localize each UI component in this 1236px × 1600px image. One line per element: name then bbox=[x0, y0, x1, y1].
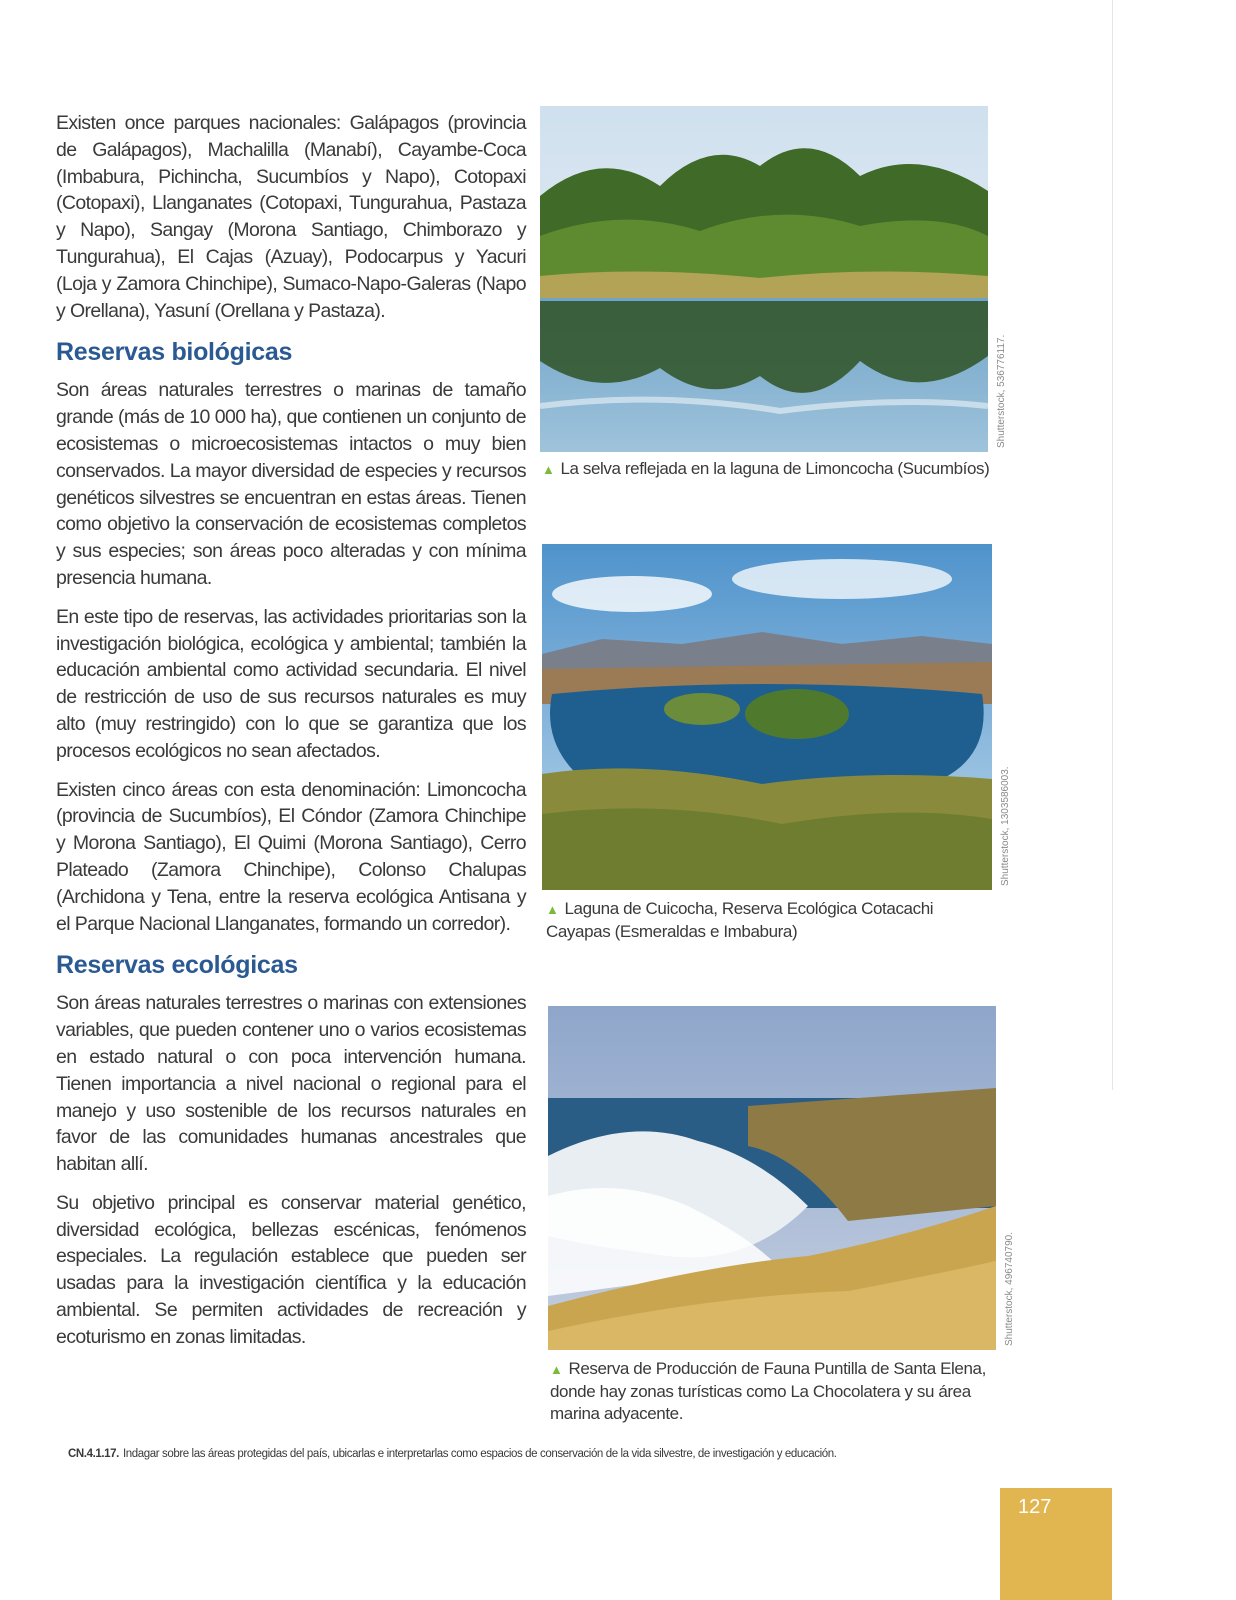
biologicas-paragraph-3: Existen cinco áreas con esta denominación: Limoncocha (provincia de Sucumbíos), El Cóndor (Zamora Chinchipe y Morona Santiago), El Quimi (Morona Santiago), Cerro Plateado (Zamora Chinchipe), Colonso Chalupas (Archidona y Tena, entre la reserva ecológica Antisana y el Parque Nacional Llanganates, formando un corredor). bbox=[56, 778, 526, 935]
caption-1 bbox=[542, 458, 1002, 481]
photo-credit-1: Shutterstock, 536776117. bbox=[996, 334, 1007, 448]
intro-paragraph: Existen once parques nacionales: Galápagos (provincia de Galápagos), Machalilla (Manabí), Cayambe-Coca (Imbabura, Pichincha, Sucumbíos y Napo), Cotopaxi (Cotopaxi), Llanganates (Cotopaxi, Tungurahua, Pastaza y Napo), Sangay (Morona Santiago, Chimborazo y Tungurahua), El Cajas (Azuay), Podocarpus y Yacuri (Loja y Zamora Chinchipe), Sumaco-Napo-Galeras (Napo y Orellana), Yasuní (Orellana y Pastaza). bbox=[56, 112, 526, 322]
footer-code: CN.4.1.17. bbox=[68, 1448, 119, 1460]
caption-3-text: Reserva de Producción de Fauna Puntilla de Santa Elena, donde hay zonas turísticas como La Chocolatera y su área marina adyacente. bbox=[550, 1359, 986, 1423]
caption-triangle-icon: ▲ bbox=[542, 462, 555, 477]
main-text-column bbox=[56, 110, 526, 1363]
photo-limoncocha bbox=[540, 106, 988, 452]
photo-credit-3: Shutterstock, 496740790. bbox=[1004, 1232, 1015, 1346]
caption-2-text: Laguna de Cuicocha, Reserva Ecológica Cotacachi Cayapas (Esmeraldas e Imbabura) bbox=[546, 899, 934, 941]
caption-2 bbox=[546, 898, 966, 943]
caption-triangle-icon: ▲ bbox=[546, 902, 559, 917]
caption-1-text: La selva reflejada en la laguna de Limoncocha (Sucumbíos) bbox=[560, 459, 990, 478]
page-edge-line bbox=[1112, 0, 1113, 1090]
curriculum-footer bbox=[68, 1448, 968, 1460]
biologicas-paragraph-1: Son áreas naturales terrestres o marinas de tamaño grande (más de 10 000 ha), que contienen un conjunto de ecosistemas o microecosistemas intactos o muy bien conservados. La mayor diversidad de especies y recursos genéticos silvestres se encuentran en estas áreas. Tienen como objetivo la conservación de ecosistemas completos y sus especies; son áreas poco alteradas y con mínima presencia humana. bbox=[56, 379, 526, 589]
photo-cuicocha bbox=[542, 544, 992, 890]
heading-reservas-biologicas: Reservas biológicas bbox=[56, 338, 293, 367]
biologicas-paragraph-2: En este tipo de reservas, las actividades prioritarias son la investigación biológica, ecológica y ambiental; también la educación ambiental como actividad secundaria. El nivel de restricción de uso de sus recursos naturales es muy alto (muy restringido) con lo que se garantiza que los procesos ecológicos no sean afectados. bbox=[56, 605, 526, 762]
footer-text: Indagar sobre las áreas protegidas del país, ubicarlas e interpretarlas como espacios de conservación de la vida silvestre, de investigación y educación. bbox=[122, 1448, 837, 1460]
page-number: 127 bbox=[1000, 1488, 1112, 1600]
ecologicas-paragraph-1: Son áreas naturales terrestres o marinas con extensiones variables, que pueden contener uno o varios ecosistemas en estado natural o con poca intervención humana. Tienen importancia a nivel nacional o regional para el manejo y uso sostenible de los recursos naturales en favor de las comunidades humanas ancestrales que habitan allí. bbox=[56, 992, 526, 1176]
photo-santa-elena bbox=[548, 1006, 996, 1350]
caption-3 bbox=[550, 1358, 990, 1425]
ecologicas-paragraph-2: Su objetivo principal es conservar material genético, diversidad ecológica, bellezas escénicas, fenómenos especiales. La regulación establece que pueden ser usadas para la investigación científica y la educación ambiental. Se permiten actividades de recreación y ecoturismo en zonas limitadas. bbox=[56, 1191, 526, 1348]
heading-reservas-ecologicas: Reservas ecológicas bbox=[56, 951, 298, 980]
caption-triangle-icon: ▲ bbox=[550, 1362, 563, 1377]
photo-credit-2: Shutterstock, 1303586003. bbox=[1000, 766, 1011, 886]
